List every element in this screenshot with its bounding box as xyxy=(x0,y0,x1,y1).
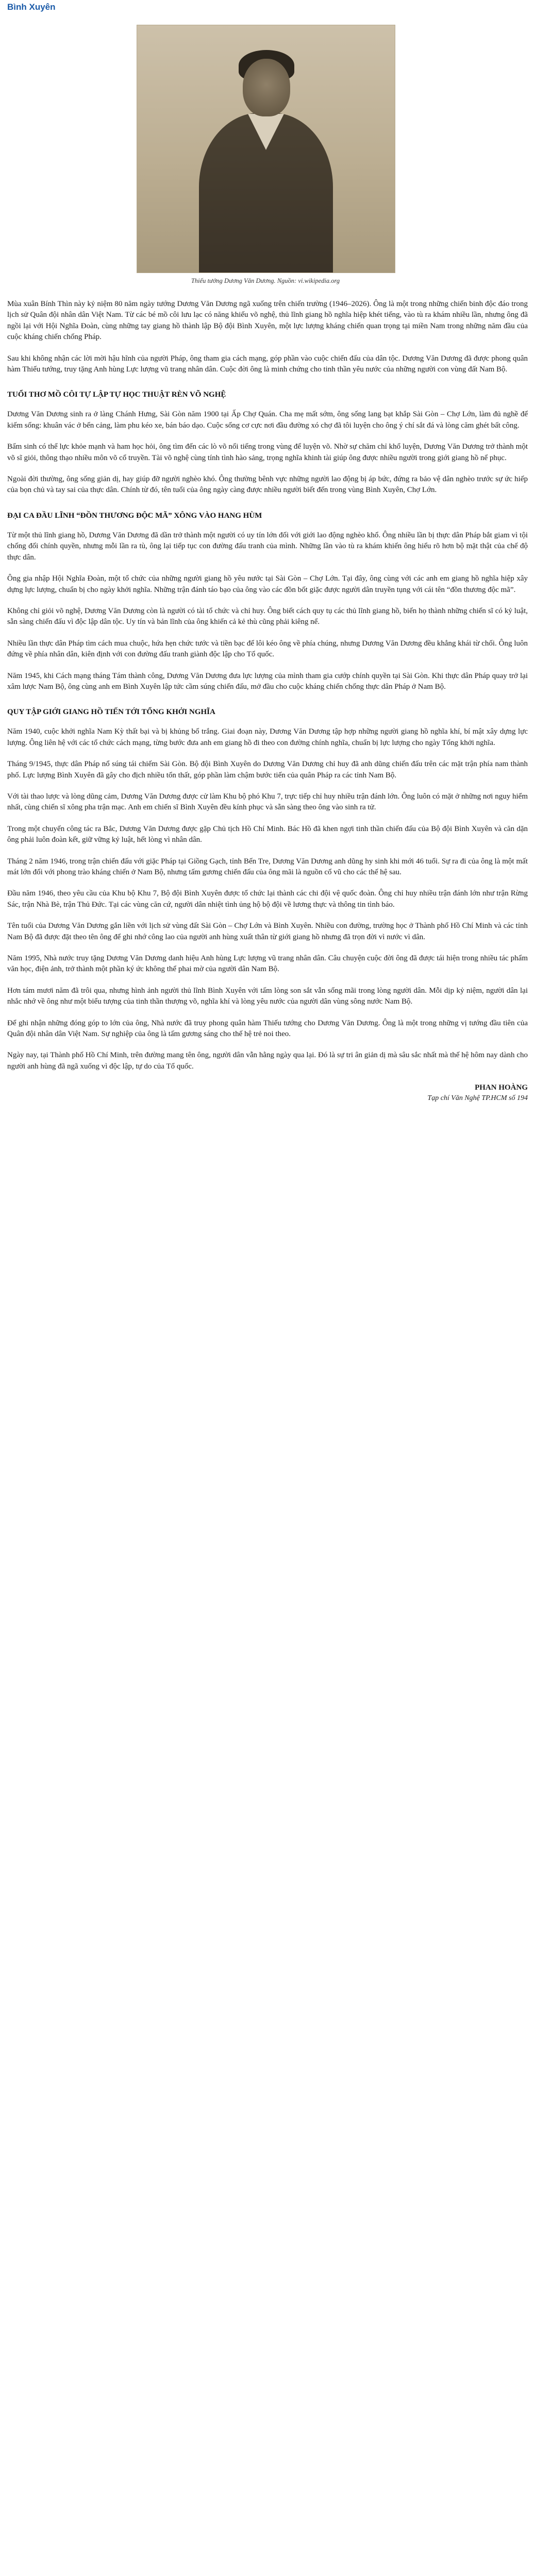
author-name: PHAN HOÀNG xyxy=(475,1083,528,1092)
article-figure xyxy=(137,25,394,285)
body-paragraph: Ông gia nhập Hội Nghĩa Đoàn, một tổ chức của những người giang hồ yêu nước tại Sài Gòn – Chợ Lớn. Tại đây, ông cùng với các anh em giang hồ nghĩa hiệp xây dựng lực lượng, chuẩn bị cho ngày khởi nghĩa. Những trận đánh táo bạo của ông vào các đồn bốt giặc được người dân truyền tụng với cái tên “đồn thương độc mã”. xyxy=(7,574,528,594)
body-paragraph: Không chỉ giỏi võ nghệ, Dương Văn Dương còn là người có tài tổ chức và chỉ huy. Ông biết cách quy tụ các thủ lĩnh giang hồ, biến họ thành những chiến sĩ có kỷ luật, sẵn sàng chiến đấu vì độc lập dân tộc. Uy tín và bản lĩnh của ông khiến cả kẻ thù cũng phải kiêng nể. xyxy=(7,606,528,626)
article-body xyxy=(7,299,528,1104)
page-title: Bình Xuyên xyxy=(7,2,56,12)
source-note: Tạp chí Văn Nghệ TP.HCM số 194 xyxy=(427,1094,528,1103)
section-heading: ĐẠI CA ĐẦU LĨNH “ĐỒN THƯƠNG ĐỘC MÃ” XÔNG VÀO HANG HÙM xyxy=(7,511,262,520)
body-paragraph: Ngoài đời thường, ông sống giản dị, hay giúp đỡ người nghèo khó. Ông thường bênh vực những người lao động bị áp bức, đứng ra bảo vệ dân nghèo trước sự ức hiếp của bọn chủ và tay sai của thực dân. Chính từ đó, tên tuổi của ông ngày càng được nhiều người biết đến trong vùng Bình Xuyên, Chợ Lớn. xyxy=(7,475,528,495)
body-paragraph: Bẩm sinh có thể lực khỏe mạnh và ham học hỏi, ông tìm đến các lò võ nổi tiếng trong vùng để luyện võ. Nhờ sự chăm chỉ khổ luyện, Dương Văn Dương trở thành một võ sĩ giỏi, thông thạo nhiều môn võ cổ truyền. Tài võ nghệ cùng tính tình hào sảng, trọng nghĩa khinh tài giúp ông được nhiều người trong giới giang hồ nể phục. xyxy=(7,443,528,462)
body-paragraph: Nhiều lần thực dân Pháp tìm cách mua chuộc, hứa hẹn chức tước và tiền bạc để lôi kéo ông về phía chúng, nhưng Dương Văn Dương đều khẳng khái từ chối. Ông luôn đứng về phía nhân dân, kiên định với con đường đấu tranh giành độc lập cho Tổ quốc. xyxy=(7,639,528,659)
article-signature xyxy=(7,1082,528,1104)
body-paragraph: Ngày nay, tại Thành phố Hồ Chí Minh, trên đường mang tên ông, người dân vẫn hằng ngày qua lại. Đó là sự tri ân giản dị mà sâu sắc nhất mà thế hệ hôm nay dành cho người anh hùng đã ngã xuống vì độc lập, tự do của Tổ quốc. xyxy=(7,1051,528,1071)
portrait-head xyxy=(243,59,290,116)
body-paragraph: Hơn tám mươi năm đã trôi qua, nhưng hình ảnh người thủ lĩnh Bình Xuyên với tấm lòng son sắt vẫn sống mãi trong lòng người dân. Mỗi dịp kỷ niệm, người dân lại nhắc nhớ về ông như một biểu tượng của tinh thần thượng võ, nghĩa khí và lòng yêu nước của người dân vùng sông nước Nam Bộ. xyxy=(7,986,528,1006)
body-paragraph: Để ghi nhận những đóng góp to lớn của ông, Nhà nước đã truy phong quân hàm Thiếu tướng cho Dương Văn Dương. Ông là một trong những vị tướng đầu tiên của Quân đội nhân dân Việt Nam. Sự nghiệp của ông là tấm gương sáng cho thế hệ trẻ noi theo. xyxy=(7,1019,528,1039)
body-paragraph: Năm 1995, Nhà nước truy tặng Dương Văn Dương danh hiệu Anh hùng Lực lượng vũ trang nhân dân. Câu chuyện cuộc đời ông đã được tái hiện trong nhiều tác phẩm văn học, điện ảnh, trở thành một phần ký ức không thể phai mờ của người dân Nam Bộ. xyxy=(7,954,528,974)
body-paragraph: Tên tuổi của Dương Văn Dương gắn liền với lịch sử vùng đất Sài Gòn – Chợ Lớn và Bình Xuyên. Nhiều con đường, trường học ở Thành phố Hồ Chí Minh và các tỉnh Nam Bộ đã được đặt theo tên ông để ghi nhớ công lao của người anh hùng xuất thân từ giới giang hồ nhưng đã trọn đời vì nước vì dân. xyxy=(7,922,528,941)
body-paragraph: Với tài thao lược và lòng dũng cảm, Dương Văn Dương được cử làm Khu bộ phó Khu 7, trực tiếp chỉ huy nhiều trận đánh lớn. Ông luôn có mặt ở những nơi nguy hiểm nhất, cùng chiến sĩ xông pha trận mạc. Anh em chiến sĩ Bình Xuyên đều kính phục và sẵn sàng theo ông vào sinh ra tử. xyxy=(7,792,528,812)
body-paragraph: Tháng 9/1945, thực dân Pháp nổ súng tái chiếm Sài Gòn. Bộ đội Bình Xuyên do Dương Văn Dương chỉ huy đã anh dũng chiến đấu trên các mặt trận phía nam thành phố. Lực lượng Bình Xuyên đã gây cho địch nhiều tổn thất, góp phần làm chậm bước tiến của quân Pháp ra các tỉnh Nam Bộ. xyxy=(7,760,528,779)
section-heading: QUY TẬP GIỚI GIANG HỒ TIẾN TỚI TỔNG KHỞI NGHĨA xyxy=(7,708,215,717)
intro-paragraph: Mùa xuân Bính Thìn này kỷ niệm 80 năm ngày tướng Dương Văn Dương ngã xuống trên chiến trường (1946–2026). Ông là một trong những chiến binh độc đáo trong lịch sử Quân đội nhân dân Việt Nam. Từ các bé mồ côi lưu lạc có năng khiếu võ nghệ, thủ lĩnh giang hồ nghĩa hiệp khét tiếng, vào tù ra khám nhiều lần, nhưng ông đã ngồi lại với Hội Nghĩa Đoàn, cùng những tay giang hồ thành lập Bộ đội Bình Xuyên, một lực lượng kháng chiến quan trọng tại miền Nam trong những năm đầu của cuộc kháng chiến chống Pháp. xyxy=(7,300,528,342)
body-paragraph: Dương Văn Dương sinh ra ở làng Chánh Hưng, Sài Gòn năm 1900 tại Ấp Chợ Quán. Cha mẹ mất sớm, ông sống lang bạt khắp Sài Gòn – Chợ Lớn, làm đủ nghề để kiếm sống: khuân vác ở bến cảng, làm phu kéo xe, bán báo dạo. Cuộc sống cơ cực nơi đầu đường xó chợ đã tôi luyện cho ông ý chí sắt đá và lòng căm ghét bất công. xyxy=(7,410,528,430)
body-paragraph: Năm 1940, cuộc khởi nghĩa Nam Kỳ thất bại và bị khủng bố trắng. Giai đoạn này, Dương Văn Dương tập hợp những người giang hồ nghĩa khí, bí mật xây dựng lực lượng. Ông liên hệ với các tổ chức cách mạng, từng bước đưa anh em giang hồ đi theo con đường chính nghĩa, chuẩn bị lực lượng cho ngày Tổng khởi nghĩa. xyxy=(7,727,528,747)
section-heading: TUỔI THƠ MỒ CÔI TỰ LẬP TỰ HỌC THUẬT RÈN VÕ NGHỆ xyxy=(7,391,226,399)
body-paragraph: Tháng 2 năm 1946, trong trận chiến đấu với giặc Pháp tại Giồng Gạch, tỉnh Bến Tre, Dương Văn Dương anh dũng hy sinh khi mới 46 tuổi. Sự ra đi của ông là một mất mát lớn đối với phong trào kháng chiến ở Nam Bộ, nhưng tấm gương chiến đấu của ông mãi là nguồn cổ vũ cho các thế hệ sau. xyxy=(7,857,528,876)
page-header xyxy=(0,0,535,15)
intro-paragraph: Sau khi không nhận các lời mời hậu hĩnh của người Pháp, ông tham gia cách mạng, góp phần vào cuộc chiến đấu của dân tộc. Dương Văn Dương đã được phong quân hàm Thiếu tướng, truy tặng Anh hùng Lực lượng vũ trang nhân dân. Cuộc đời ông là minh chứng cho tinh thần yêu nước của những người con vùng đất Nam Bộ. xyxy=(7,354,528,374)
body-paragraph: Trong một chuyến công tác ra Bắc, Dương Văn Dương được gặp Chủ tịch Hồ Chí Minh. Bác Hồ đã khen ngợi tinh thần chiến đấu của Bộ đội Bình Xuyên và căn dặn ông phải luôn đoàn kết, giữ vững kỷ luật, hết lòng vì nhân dân. xyxy=(7,824,528,844)
photo-caption: Thiếu tướng Dương Văn Dương. Nguồn: vi.wikipedia.org xyxy=(191,277,340,284)
body-paragraph: Từ một thủ lĩnh giang hồ, Dương Văn Dương đã dần trở thành một người có uy tín lớn đối với giới lao động nghèo khổ. Ông nhiều lần bị thực dân Pháp bắt giam vì tội chống đối chính quyền, nhưng mỗi lần ra tù, ông lại tiếp tục con đường đấu tranh của mình. Những lần vào tù ra khám khiến ông hiểu rõ hơn bộ mặt thật của chế độ thực dân. xyxy=(7,531,528,562)
body-paragraph: Năm 1945, khi Cách mạng tháng Tám thành công, Dương Văn Dương đưa lực lượng của mình tham gia cướp chính quyền tại Sài Gòn. Khi thực dân Pháp quay trở lại xâm lược Nam Bộ, ông cùng anh em Bình Xuyên lập tức cầm súng chiến đấu, mở đầu cho cuộc kháng chiến chống thực dân Pháp ở Nam Bộ. xyxy=(7,671,528,691)
body-paragraph: Đầu năm 1946, theo yêu cầu của Khu bộ Khu 7, Bộ đội Bình Xuyên được tổ chức lại thành các chi đội vệ quốc đoàn. Ông chỉ huy nhiều trận đánh lớn như trận Rừng Sác, trận Nhà Bè, trận Thủ Đức. Tại các vùng căn cứ, người dân nhiệt tình ủng hộ bộ đội về lương thực và thông tin tình báo. xyxy=(7,889,528,909)
portrait-photo xyxy=(137,25,395,273)
